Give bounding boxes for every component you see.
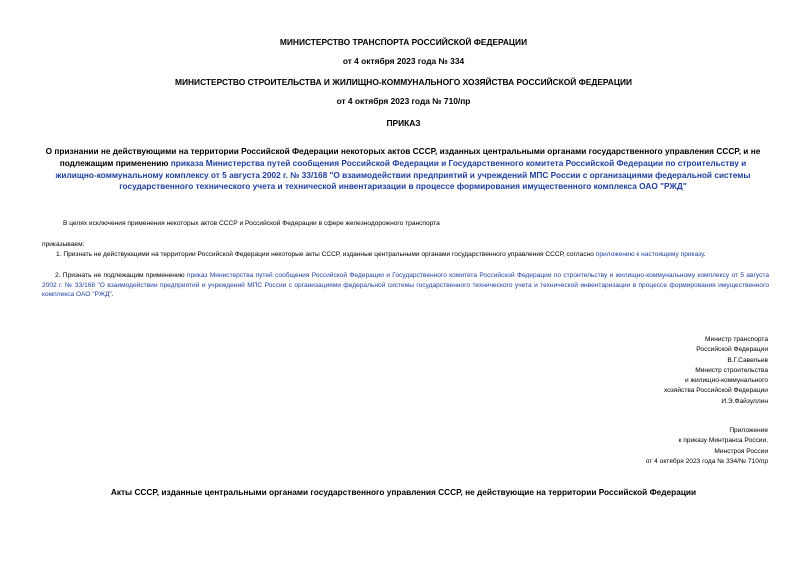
order-date-construction: от 4 октября 2023 года № 710/пр (336, 96, 471, 106)
signature-block (664, 335, 768, 407)
signature-line: Министр транспорта (705, 336, 768, 343)
order-date-transport: от 4 октября 2023 года № 334 (342, 56, 465, 66)
preamble: В целях исключения применения некоторых актов СССР и Российской Федерации в сфере железнодорожного транспорта (63, 220, 440, 227)
signature-line: В.Г.Савельев (727, 356, 768, 364)
item-1-end: . (703, 251, 706, 258)
signature-line: Российской Федерации (696, 346, 768, 354)
document-title (44, 146, 762, 193)
item-2 (42, 271, 769, 300)
ministry-construction-heading: МИНИСТЕРСТВО СТРОИТЕЛЬСТВА И ЖИЛИЩНО-КОММУНАЛЬНОГО ХОЗЯЙСТВА РОССИЙСКОЙ ФЕДЕРАЦИИ (175, 77, 632, 87)
appendix-block (646, 426, 768, 467)
appendix-link[interactable]: приложению к настоящему приказу (595, 251, 704, 258)
item-2-order-link[interactable]: приказ Министерства путей сообщения Российской Федерации и Государственного комитета Российской Федерации по строительству и жилищно-коммунальному комплексу от 5 августа 2002 г. № 33/168 "О взаимодействии предприятий и учреждений МПС России с организациями федеральной системы государственного технического учета и технической инвентаризации в процессе формирования имущественного комплекса ОАО "РЖД" (42, 272, 770, 299)
signature-line: Министр строительства (695, 366, 768, 374)
item-2-end: . (111, 291, 114, 299)
item-1-text: 1. Признать не действующими на территории Российской Федерации некоторые акты СССР, изданные центральными органами государственного управления СССР, согласно (56, 251, 596, 258)
item-2-text: 2. Признать не подлежащим применению (55, 272, 187, 279)
acts-heading: Акты СССР, изданные центральными органами государственного управления СССР, не действующие на территории Российской Федерации (110, 487, 697, 497)
title-order-link[interactable]: приказа Министерства путей сообщения Российской Федерации и Государственного комитета Российской Федерации по строительству и жилищно-коммунальному комплексу от 5 августа 2002 г. № 33/168 "О взаимодействии предприятий и учреждений МПС России с организациями федеральной системы государственного технического учета и технической инвентаризации в процессе формирования имущественного комплекса ОАО "РЖД" (55, 157, 751, 192)
signature-line: хозяйства Российской Федерации (663, 387, 768, 395)
ministry-transport-heading: МИНИСТЕРСТВО ТРАНСПОРТА РОССИЙСКОЙ ФЕДЕРАЦИИ (279, 37, 528, 47)
title-text: О признании не действующими на территории Российской Федерации некоторых актов СССР, изданных центральными органами государственного управления СССР, и не подлежащим применению (45, 146, 761, 168)
order-word: приказываем: (42, 241, 85, 248)
appendix-line: к приказу Минтранса России, (678, 437, 768, 445)
order-heading: ПРИКАЗ (386, 118, 421, 128)
appendix-line: Минстроя России (714, 447, 768, 455)
signature-line: и жилищно-коммунального (685, 377, 768, 385)
appendix-line: от 4 октября 2023 года № 334/№ 710/пр (645, 457, 768, 465)
item-1 (56, 250, 706, 260)
signature-line: И.Э.Файзуллин (721, 397, 768, 405)
appendix-line: Приложение (729, 427, 768, 434)
